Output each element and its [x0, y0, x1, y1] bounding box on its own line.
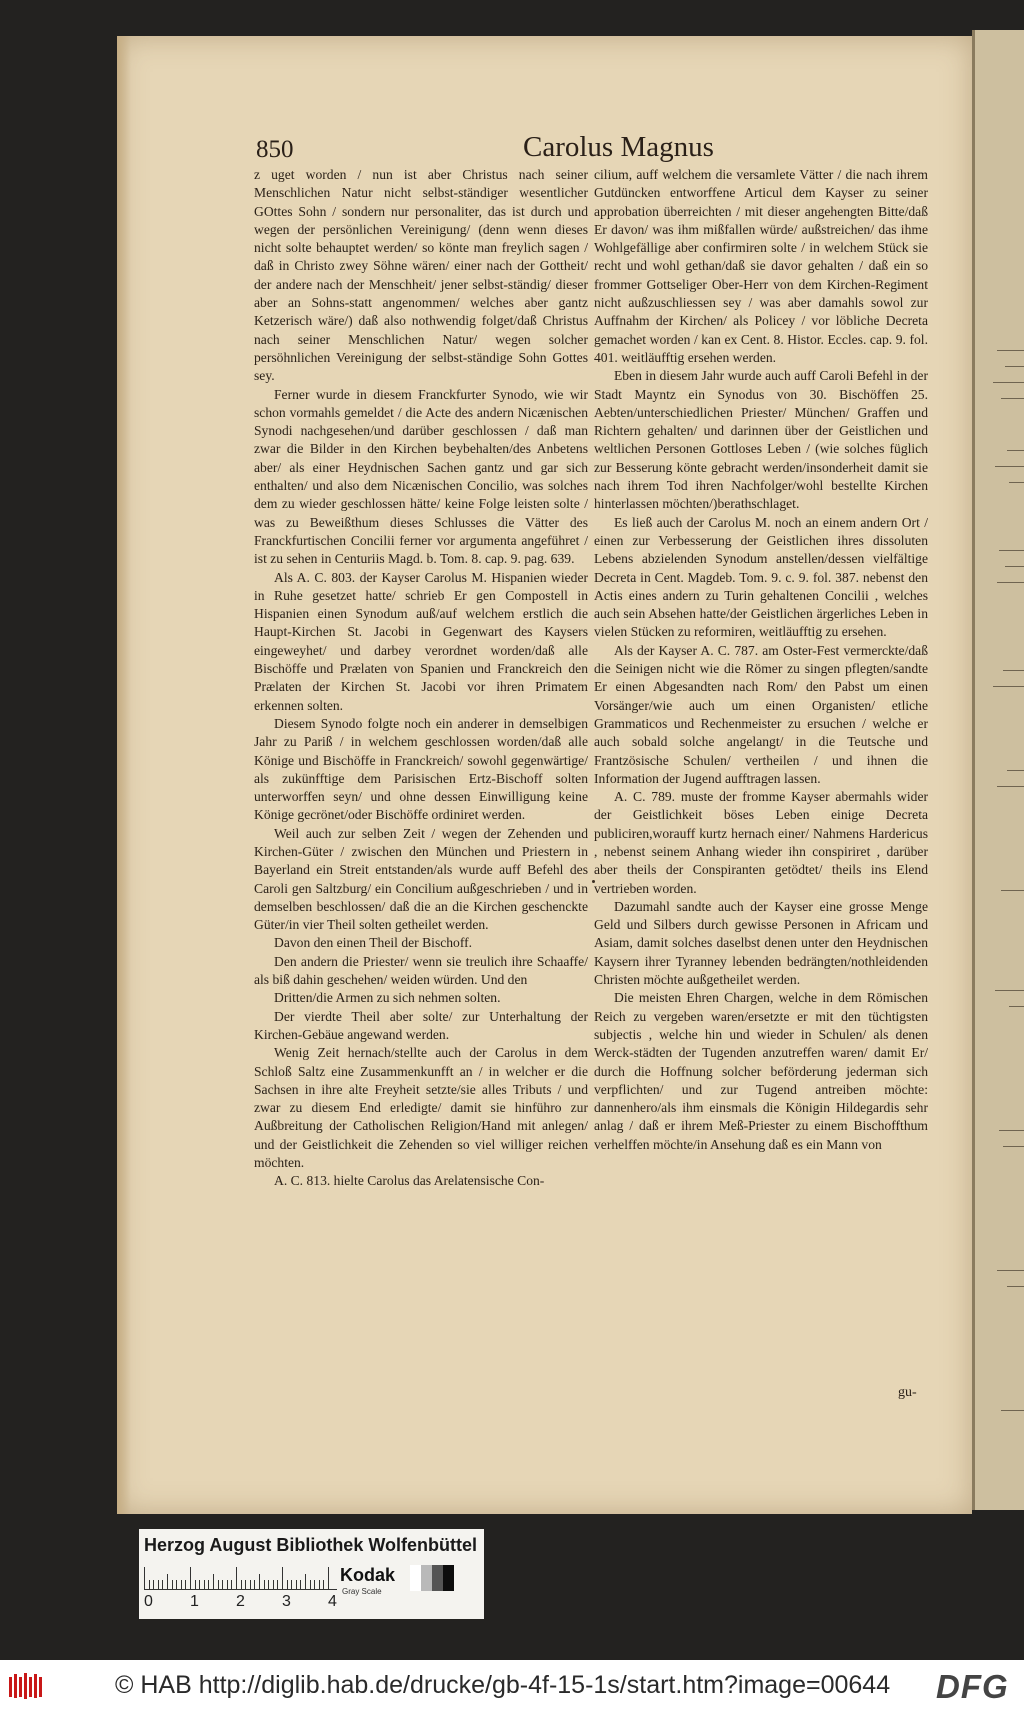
paragraph: Die meisten Ehren Chargen, welche in dem Römischen Reich zu vergeben waren/ersetzte er mit den tüchtigsten subjectis , welche hin und wieder in Schulen/ als denen Werck-städten der Tugenden anzutreffen waren/ damit Er/ durch die Hoffnung solcher beförderung jederman sich verpflichten/ und zur Tugend antreiben möchte: dannenhero/als ihm einsmals die Königin Hildegardis sehr anlag / daß er ihrem Meß-Priester zu einem Bischoffthum verhelffen möchte/in Ansehung daß es ein Mann von [594, 990, 928, 1152]
ruler-tick [277, 1580, 278, 1589]
ruler-tick [227, 1580, 228, 1589]
ruler-tick [273, 1580, 274, 1589]
ruler-tick [195, 1580, 196, 1589]
ruler-tick [287, 1580, 288, 1589]
paragraph: Als A. C. 803. der Kayser Carolus M. Hispanien wieder in Ruhe gesetzet hatte/ schrieb Er gen Compostell in Hispanien einen Synodum auß/auf welchem erstlich die Haupt-Kirchen St. Jacobi in Gegenwart des Kaysers eingeweyhet/ und darbey verordnet worden/daß alle Bischöffe und Prælaten von Spanien und Franckreich den Prælaten der Kirchen St. Jacobi vor ihren Primatem erkennen solten. [254, 569, 588, 713]
kodak-subtitle: Gray Scale [342, 1587, 382, 1596]
paragraph: Davon den einen Theil der Bischoff. [274, 935, 473, 951]
paragraph: Wenig Zeit hernach/stellte auch der Carolus in dem Schloß Saltz eine Zusammenkunfft an / in welcher er die Sachsen in ihre alte Freyheit setzte/sie alles Tributs / und zwar zu diesem End erledigte/ damit sie hinführo zur Außbreitung der Catholischen Religion/Hand mit anlegen/ und der Geistlichkeit die Zehenden so viel williger reichen möchten. [254, 1045, 588, 1171]
ruler-tick [245, 1580, 246, 1589]
ruler-tick [144, 1567, 145, 1589]
ruler-numbers [144, 1593, 344, 1613]
ruler-tick [167, 1574, 168, 1589]
paragraph: A. C. 813. hielte Carolus das Arelatensische Con- [274, 1173, 545, 1189]
ruler-tick [162, 1580, 163, 1589]
footer-source-link[interactable]: © HAB http://diglib.hab.de/drucke/gb-4f-15-1s/start.htm?image=00644 [115, 1671, 891, 1699]
ruler-tick [282, 1567, 283, 1589]
ruler-tick [250, 1580, 251, 1589]
ruler-tick [236, 1567, 237, 1589]
ruler-number: 3 [282, 1593, 291, 1610]
ruler-tick [149, 1580, 150, 1589]
page-number: 850 [256, 136, 294, 163]
ruler-tick [323, 1580, 324, 1589]
paragraph: Ferner wurde in diesem Franckfurter Synodo, wie wir schon vormahls gemeldet / die Acte des andern Nicænischen Synodi nachgesehen/und darüber geschlossen / daß man zwar die Bilder in den Kirchen beybehalten/des Anbetens aber/ als einer Heydnischen Sachen gantz und gar sich enthalten/ und also dem Nicænischen Concilio, was solches dem zu wieder geschlossen hätte/ keine Folge leisten solte / was zu Beweißthum dieses Schlusses die Vätter des Franckfurtischen Concilii ferner vor argumenta angeführet / ist zu sehen in Centuriis Magd. b. Tom. 8. cap. 9. pag. 639. [254, 386, 588, 567]
ruler-tick [328, 1567, 329, 1589]
paragraph: Als der Kayser A. C. 787. am Oster-Fest vermerckte/daß die Seinigen nicht wie die Römer zu singen pflegten/sandte Er einen Abgesandten nach Rom/ den Pabst um einen Vorsänger/wie auch um einen Organisten/ etliche Grammaticos und Rechenmeister zu ersuchen / welche er auch sobald solche angelangt/ in die Teutsche und Frantzösische Schulen/ vertheilen / und ihnen die Information der Jugend aufftragen lassen. [594, 642, 928, 786]
paragraph: Dazumahl sandte auch der Kayser eine grosse Menge Geld und Silbers durch gewisse Personen in Africam und Asiam, damit solches daselbst denen unter den Heydnischen Kaysern ihrer Tyranney lebenden bedrängten/nothleidenden Christen möchte außgetheilet werden. [594, 898, 928, 988]
ruler-tick [208, 1580, 209, 1589]
ruler-tick [291, 1580, 292, 1589]
ruler-number: 4 [328, 1593, 337, 1610]
ruler-tick [305, 1574, 306, 1589]
paragraph: Der vierdte Theil aber solte/ zur Unterhaltung der Kirchen-Gebäue angewand werden. [254, 1008, 588, 1042]
kodak-logo [340, 1565, 410, 1601]
library-name: Herzog August Bibliothek Wolfenbüttel [144, 1535, 477, 1555]
text-column-right [594, 166, 928, 1154]
ruler-tick [181, 1580, 182, 1589]
adjacent-page-edge [972, 30, 1024, 1510]
kodak-brand: Kodak [340, 1565, 396, 1585]
paragraph: Den andern die Priester/ wenn sie treulich ihre Schaaffe/ als biß dahin geschehen/ weiden würden. Und den [254, 953, 588, 988]
ruler-tick [254, 1580, 255, 1589]
ruler-tick [319, 1580, 320, 1589]
paragraph: Diesem Synodo folgte noch ein anderer in demselbigen Jahr zu Pariß / in welchem geschlossen worden/daß alle Könige und Bischöffe in Franckreich/ sowohl gegenwärtige/ als zukünfftige dem Parisischen Ertz-Bischoff solten unterworffen seyn/ und ohne dessen Einwilligung keine Könige gecrönet/oder Bischöffe ordiniret werden. [254, 715, 588, 823]
ruler-number: 2 [236, 1593, 245, 1610]
paragraph: A. C. 789. muste der fromme Kayser abermahls wider der Geistlichkeit böses Leben einige Decreta publiciren,worauff kurtz hernach einer/ Nahmens Hardericus , nebenst seinem Anhang wieder ihn conspiriret , darüber aber theils der Conspiranten getödtet/ theils ins Elend vertrieben worden. [594, 789, 928, 896]
ruler-tick [185, 1580, 186, 1589]
ruler-tick [158, 1580, 159, 1589]
footer-bar [0, 1660, 1024, 1713]
paragraph: Es ließ auch der Carolus M. noch an einem andern Ort / einen zur Verbesserung der Geistlichen ihres dissoluten Lebens abzielenden Synodum anstellen/dessen vielfältige Decreta in Cent. Magdeb. Tom. 9. c. 9. fol. 387. nebenst den Actis eines andern zu Turin gehaltenen Concilii , welches auch sein Absehen hatte/der Geistlichen ärgerliches Leben in vielen Stücken zu reformiren, weitläufftig zu ersehen. [594, 514, 928, 640]
ruler-number: 0 [144, 1593, 153, 1610]
paragraph: Dritten/die Armen zu sich nehmen solten. [274, 990, 501, 1006]
library-color-card [139, 1529, 484, 1619]
paragraph: z uget worden / nun ist aber Christus nach seiner Menschlichen Natur nicht selbst-ständiger wesentlicher GOttes Sohn / sondern nur personaliter, das ist durch und wegen der persönlichen Vereinigung/ (denn wenn dieses nicht solte behauptet werden/ so könte man freylich sagen / daß in Christo zwey Söhne wären/ einer nach der Gottheit/ der andere nach der Menschheit/ jener selbst-ständig/ dieser aber an Sohns-statt angenommen/ welches aber gantz Ketzerisch wäre/) daß also nothwendig folget/daß Christus nach seiner Menschlichen Natur/ wegen solcher persöhnlichen Vereinigung der selbst-ständige Sohn Gottes sey. [254, 167, 588, 384]
ruler-number: 1 [190, 1593, 199, 1610]
ruler-tick [231, 1580, 232, 1589]
page-gutter-shade [117, 36, 131, 1514]
catchword: gu- [898, 1385, 917, 1400]
ruler-tick [204, 1580, 205, 1589]
running-title: Carolus Magnus [523, 131, 714, 163]
ruler-tick [222, 1580, 223, 1589]
ruler-tick [199, 1580, 200, 1589]
ruler-tick [172, 1580, 173, 1589]
ruler-tick [241, 1580, 242, 1589]
ruler-tick [218, 1580, 219, 1589]
ruler-tick [296, 1580, 297, 1589]
paragraph: cilium, auff welchem die versamlete Vätter / die nach ihrem Gutdüncken entworffene Articul dem Kayser zu seiner approbation überreichten / mit dieser angehengten Bitte/daß Er davon/ was ihm mißfallen würde/ außstreichen/ das ihme Wohlgefällige aber confirmiren solte / in welchem Stück sie recht und wohl gethan/daß sie davor gehalten / daß ein so frommer Gottseliger Ober-Herr von dem Kirchen-Regiment nicht außzuschliessen sey / was aber damahls sowol zur Auffnahm der Kirchen/ als Policey / vor löbliche Decreta gemachet worden / kan ex Cent. 8. Histor. Eccles. cap. 9. fol. 401. weitläufftig ersehen werden. [594, 167, 928, 365]
scale-ruler [144, 1565, 337, 1590]
gray-scale-patches [410, 1565, 454, 1591]
ruler-tick [268, 1580, 269, 1589]
ruler-tick [300, 1580, 301, 1589]
ruler-tick [259, 1574, 260, 1589]
paragraph: Eben in diesem Jahr wurde auch auff Caroli Befehl in der Stadt Mayntz ein Synodus von 30. Bischöffen 25. Aebten/unterschiedlichen Priester/ München/ Graffen und Richtern gehalten/ und darinnen über der Geistlichen und weltlichen Personen Gottloses Leben / (wie solches füglich zur Besserung könte gebracht werden/insonderheit damit sie nach ihrem Tod ihren Nachfolger/wohl bestellte Kirchen hinterlassen möchten/)berathschlaget. [594, 368, 928, 512]
ruler-tick [190, 1567, 191, 1589]
paragraph: Weil auch zur selben Zeit / wegen der Zehenden und Kirchen-Güter / zwischen den München und Priestern in Bayerland ein Streit entstanden/als wurde auff Befehl des Caroli gen Saltzburg/ ein Concilium außgeschrieben / und in demselben beschlossen/ daß die an die Kirchen geschenckte Güter/in vier Theil solten getheilet werden. [254, 825, 588, 933]
ruler-tick [310, 1580, 311, 1589]
text-column-left [254, 166, 588, 1191]
hab-logo-icon [8, 1671, 48, 1701]
ruler-tick [264, 1580, 265, 1589]
ruler-tick [176, 1580, 177, 1589]
dfg-logo: DFG [936, 1668, 1009, 1705]
ruler-tick [153, 1580, 154, 1589]
ruler-tick [314, 1580, 315, 1589]
ruler-tick [213, 1574, 214, 1589]
